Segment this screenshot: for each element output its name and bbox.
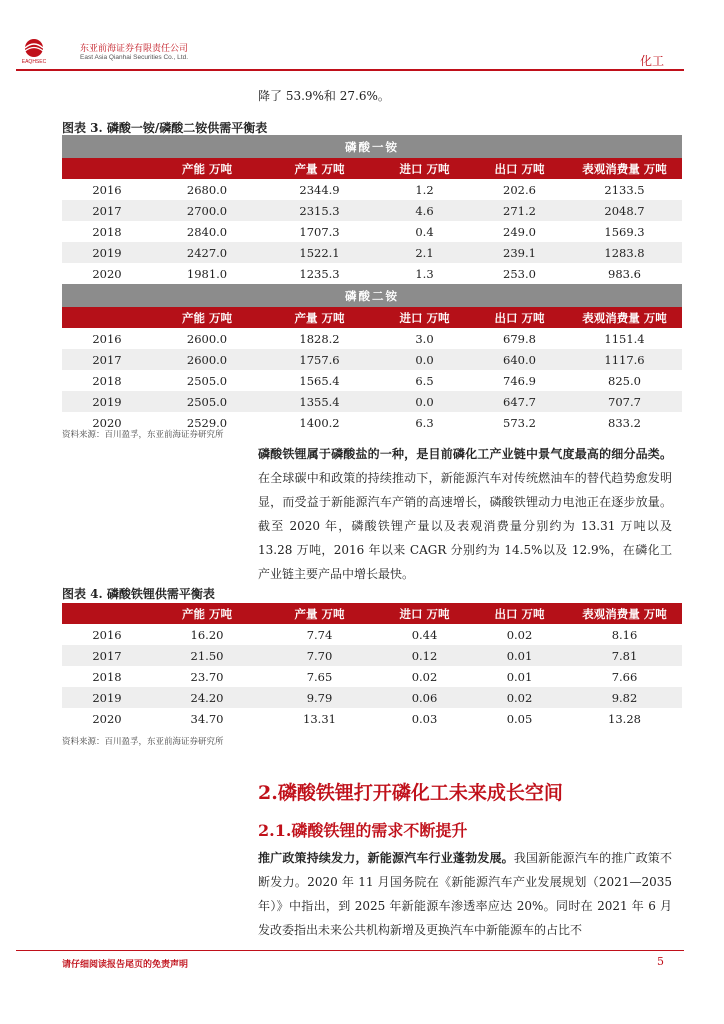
table-row [62, 370, 682, 391]
table-cell: 1117.6 [567, 349, 682, 370]
table-cell: 2600.0 [152, 349, 262, 370]
table-cell: 1565.4 [299, 373, 340, 388]
table-cell: 2020 [92, 711, 122, 726]
table3 [62, 135, 682, 433]
table-cell: 2529.0 [186, 415, 228, 430]
column-header [62, 158, 152, 179]
table-cell: 0.02 [472, 687, 567, 708]
page-number: 5 [657, 955, 664, 968]
table-cell: 9.82 [567, 687, 682, 708]
table-cell: 21.50 [152, 645, 262, 666]
column-header: 表观消费量 万吨 [567, 158, 682, 179]
table-cell: 13.31 [303, 711, 336, 726]
table3-group-header [62, 135, 682, 158]
table-row [62, 645, 682, 666]
table-cell: 7.65 [306, 669, 333, 684]
table-cell: 746.9 [503, 373, 536, 388]
table-cell: 1400.2 [299, 415, 340, 430]
table-cell: 2016 [92, 182, 122, 197]
table-cell: 2019 [62, 391, 152, 412]
table-cell: 1283.8 [567, 242, 682, 263]
table-cell: 640.0 [472, 349, 567, 370]
table-cell: 253.0 [503, 266, 536, 281]
column-header: 产能 万吨 [152, 603, 262, 624]
table-cell: 0.06 [377, 687, 472, 708]
table4 [62, 603, 682, 729]
table-cell: 2133.5 [604, 182, 645, 197]
table-cell: 2700.0 [152, 200, 262, 221]
table3-group-name: 磷酸一铵 [62, 135, 682, 158]
table-cell: 0.4 [415, 224, 434, 239]
table-row [62, 349, 682, 370]
table-row [62, 328, 682, 349]
table-cell: 2020 [92, 266, 122, 281]
subsection-heading: 2.1.磷酸铁锂的需求不断提升 [258, 821, 468, 840]
table-cell: 2840.0 [186, 224, 228, 239]
column-header: 产能 万吨 [152, 307, 262, 328]
table-cell: 2017 [62, 349, 152, 370]
table-cell: 1355.4 [262, 391, 377, 412]
table-cell: 271.2 [472, 200, 567, 221]
table-cell: 2020 [92, 415, 122, 430]
paragraph-2-lead: 推广政策持续发力，新能源汽车行业蓬勃发展。 [258, 851, 514, 865]
column-header: 进口 万吨 [377, 158, 472, 179]
table-cell: 1981.0 [186, 266, 228, 281]
table-cell: 0.12 [377, 645, 472, 666]
table-cell: 573.2 [503, 415, 536, 430]
table-cell: 983.6 [608, 266, 641, 281]
table-cell: 6.3 [415, 415, 434, 430]
table-cell: 0.03 [411, 711, 438, 726]
table-cell: 0.44 [411, 627, 438, 642]
column-header: 出口 万吨 [472, 158, 567, 179]
table-cell: 0.05 [506, 711, 533, 726]
paragraph-1 [258, 442, 672, 586]
table-row [62, 687, 682, 708]
table-cell: 0.02 [411, 669, 438, 684]
column-header: 表观消费量 万吨 [567, 603, 682, 624]
paragraph-2 [258, 846, 672, 942]
table-row [62, 200, 682, 221]
table-cell: 0.01 [472, 645, 567, 666]
header-divider [16, 69, 684, 71]
column-header: 产量 万吨 [262, 603, 377, 624]
table3-group-name: 磷酸二铵 [62, 284, 682, 307]
table-cell: 3.0 [415, 331, 434, 346]
table4-title: 图表 4. 磷酸铁锂供需平衡表 [62, 587, 215, 601]
table4-source: 资料来源：百川盈孚，东亚前海证券研究所 [62, 737, 224, 747]
column-header: 产量 万吨 [262, 307, 377, 328]
table-cell: 239.1 [472, 242, 567, 263]
table4-column-header [62, 603, 682, 624]
table-cell: 1235.3 [299, 266, 340, 281]
table-cell: 34.70 [190, 711, 224, 726]
table-row [62, 391, 682, 412]
table-row [62, 624, 682, 645]
table-cell: 1.3 [415, 266, 434, 281]
table-cell: 249.0 [503, 224, 536, 239]
intro-text: 降了 53.9%和 27.6%。 [258, 89, 390, 103]
table-cell: 7.74 [306, 627, 333, 642]
table-cell: 24.20 [152, 687, 262, 708]
table-cell: 9.79 [262, 687, 377, 708]
table-cell: 2505.0 [152, 391, 262, 412]
table-cell: 825.0 [608, 373, 641, 388]
table-cell: 2427.0 [152, 242, 262, 263]
table-row [62, 263, 682, 284]
column-header: 进口 万吨 [377, 603, 472, 624]
table-cell: 16.20 [190, 627, 224, 642]
table-cell: 2019 [62, 687, 152, 708]
table-cell: 2018 [92, 669, 122, 684]
table-row [62, 221, 682, 242]
logo-text: EAQHSEC [21, 59, 47, 64]
column-header: 产能 万吨 [152, 158, 262, 179]
table-cell: 8.16 [611, 627, 638, 642]
table-cell: 833.2 [608, 415, 641, 430]
column-header [62, 307, 152, 328]
table-cell: 2017 [62, 645, 152, 666]
company-logo [14, 38, 54, 64]
table-row [62, 179, 682, 200]
column-header [62, 603, 152, 624]
table-cell: 7.81 [567, 645, 682, 666]
table-cell: 2048.7 [567, 200, 682, 221]
table-cell: 2.1 [377, 242, 472, 263]
paragraph-2-body: 我国新能源汽车的推广政策不断发力。2020 年 11 月国务院在《新能源汽车产业发展规划（2021—2035 年）》中指出，到 2025 年新能源车渗透率应达 20%。同时在 2021 年 6 月发改委指出未来公共机构新增及更换汽车中新能源车的占比不 [258, 851, 672, 937]
section-heading: 2.磷酸铁锂打开磷化工未来成长空间 [258, 782, 563, 804]
paragraph-1-body: 在全球碳中和政策的持续推动下，新能源汽车对传统燃油车的替代趋势愈发明显，而受益于新能源汽车产销的高速增长，磷酸铁锂动力电池正在逐步放量。截至 2020 年，磷酸铁锂产量以及表观消费量分别约为 13.31 万吨以及 13.28 万吨，2016 年以来 CAGR 分别约为 14.5%以及 12.9%，在磷化工产业链主要产品中增长最快。 [258, 471, 672, 581]
company-name-en: East Asia Qianhai Securities Co., Ltd. [80, 54, 189, 61]
table-cell: 1569.3 [604, 224, 645, 239]
column-header: 表观消费量 万吨 [567, 307, 682, 328]
table-cell: 707.7 [567, 391, 682, 412]
table-cell: 2315.3 [262, 200, 377, 221]
table-cell: 7.70 [262, 645, 377, 666]
column-header: 出口 万吨 [472, 603, 567, 624]
column-header: 出口 万吨 [472, 307, 567, 328]
table-cell: 1707.3 [299, 224, 340, 239]
table-cell: 2018 [92, 373, 122, 388]
table-cell: 1151.4 [604, 331, 645, 346]
table-cell: 0.02 [506, 627, 533, 642]
table-cell: 0.0 [377, 391, 472, 412]
table-cell: 7.66 [611, 669, 638, 684]
table-cell: 2016 [92, 627, 122, 642]
table-cell: 2016 [92, 331, 122, 346]
table-cell: 2019 [62, 242, 152, 263]
table3-source: 资料来源：百川盈孚，东亚前海证券研究所 [62, 430, 224, 440]
column-header: 产量 万吨 [262, 158, 377, 179]
table3-title: 图表 3. 磷酸一铵/磷酸二铵供需平衡表 [62, 121, 268, 135]
table-cell: 1757.6 [262, 349, 377, 370]
table-cell: 647.7 [472, 391, 567, 412]
table-cell: 13.28 [608, 711, 641, 726]
table-cell: 2680.0 [186, 182, 228, 197]
report-category: 化工 [639, 54, 664, 68]
table-cell: 23.70 [190, 669, 224, 684]
table3-column-header [62, 307, 682, 328]
paragraph-1-lead: 磷酸铁锂属于磷酸盐的一种，是目前磷化工产业链中景气度最高的细分品类。 [258, 447, 672, 461]
table-cell: 1522.1 [262, 242, 377, 263]
table-cell: 2505.0 [186, 373, 228, 388]
table-cell: 6.5 [415, 373, 434, 388]
table-cell: 2018 [92, 224, 122, 239]
column-header: 进口 万吨 [377, 307, 472, 328]
table-cell: 4.6 [377, 200, 472, 221]
table3-column-header [62, 158, 682, 179]
table3-group-header [62, 284, 682, 307]
footer-divider [16, 950, 684, 951]
table-cell: 1828.2 [299, 331, 340, 346]
table-cell: 202.6 [503, 182, 536, 197]
table-cell: 679.8 [503, 331, 536, 346]
table-cell: 2017 [62, 200, 152, 221]
company-name-cn: 东亚前海证券有限责任公司 [80, 43, 189, 53]
table-cell: 0.0 [377, 349, 472, 370]
table-cell: 2344.9 [299, 182, 340, 197]
table-cell: 2600.0 [186, 331, 228, 346]
table-row [62, 708, 682, 729]
disclaimer-note: 请仔细阅读报告尾页的免责声明 [62, 960, 189, 970]
table-row [62, 666, 682, 687]
table-cell: 1.2 [415, 182, 434, 197]
table-cell: 0.01 [506, 669, 533, 684]
table-row [62, 242, 682, 263]
